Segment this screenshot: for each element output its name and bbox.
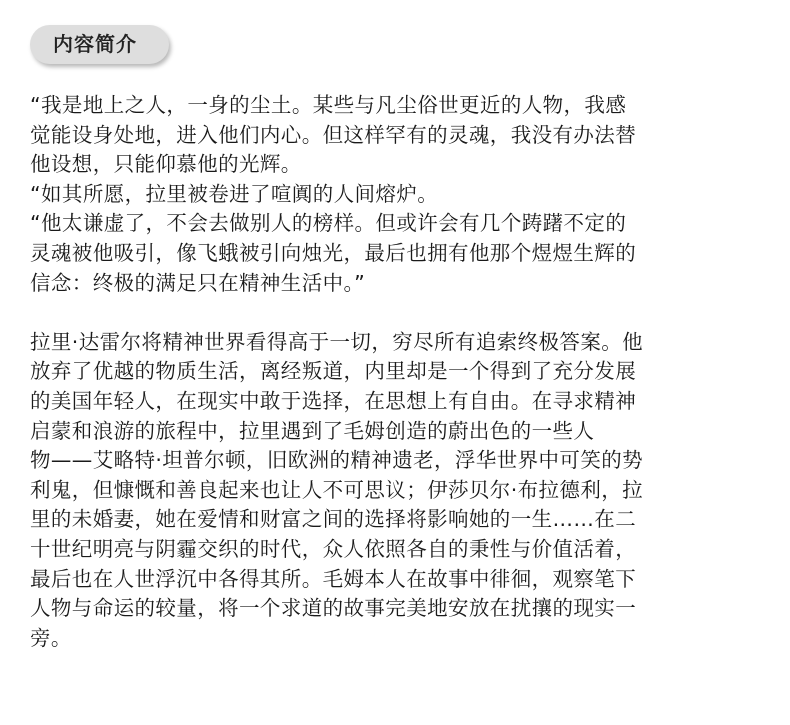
quote-paragraph-2: “如其所愿，拉里被卷进了喧阗的人间熔炉。 (30, 181, 439, 206)
paragraph-spacer (30, 298, 760, 328)
section-title: 内容简介 (53, 32, 137, 56)
quote-paragraph-3: “他太谦虚了，不会去做别人的榜样。但或许会有几个踌躇不定的 灵魂被他吸引，像飞蛾被引向烛光，最后也拥有他那个煜煜生辉的 信念：终极的满足只在精神生活中。” (30, 211, 637, 295)
quote-paragraph-1: “我是地上之人，一身的尘土。某些与凡尘俗世更近的人物，我感 觉能设身处地，进入他们内心。但这样罕有的灵魂，我没有办法替 他设想，只能仰慕他的光辉。 (30, 93, 637, 177)
section-title-badge (30, 25, 169, 64)
synopsis-body (30, 91, 760, 653)
synopsis-paragraph: 拉里·达雷尔将精神世界看得高于一切，穷尽所有追索终极答案。他 放弃了优越的物质生活，离经叛道，内里却是一个得到了充分发展 的美国年轻人，在现实中敢于选择，在思想上有自由。在寻求精神 启蒙和浪游的旅程中，拉里遇到了毛姆创造的蔚出色的一些人 物——艾略特·坦普尔顿，旧欧洲的精神遗老，浮华世界中可笑的势 利鬼，但慷慨和善良起来也让人不可思议；伊莎贝尔·布拉德利，拉 里的未婚妻，她在爱情和财富之间的选择将影响她的一生……在二 十世纪明亮与阴霾交织的时代，众人依照各自的秉性与价值活着， 最后也在人世浮沉中各得其所。毛姆本人在故事中徘徊，观察笔下 人物与命运的较量，将一个求道的故事完美地安放在扰攘的现实一 旁。 (30, 329, 644, 650)
